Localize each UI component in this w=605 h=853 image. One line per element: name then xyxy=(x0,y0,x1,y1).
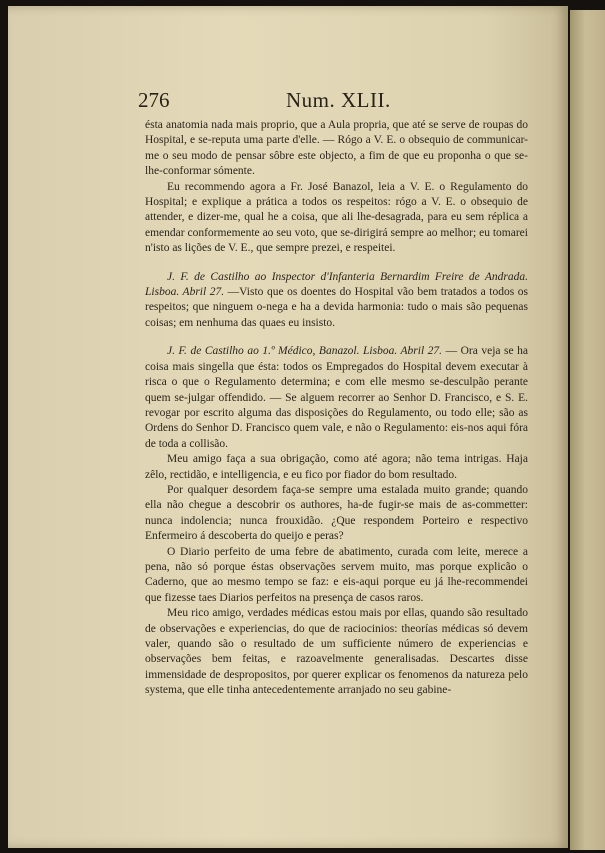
adjacent-page-edge xyxy=(570,10,605,850)
paragraph-1: ésta anatomia nada mais proprio, que a Aula propria, que até se serve de roupas do Hospital, e se-reputa uma parte d'elle. — Rógo a V. E. o obsequio de communicar-me o seu modo de pensar sôbre este objecto, a fim de que eu proponha o que se-lhe-conformar sómente. xyxy=(145,119,528,178)
letter-medico-heading: J. F. de Castilho ao 1.º Médico, Banazol. Lisboa. Abril 27. xyxy=(167,345,443,358)
paragraph-8: Meu rico amigo, verdades médicas estou mais por ellas, quando são resultado de observações e experiencias, do que de raciocinios: theorías médicas só devem valer, quando são o resultado de um sufficiente número de experiencias e observações bem feitas, e razoavelmente generalisadas. Descartes disse immensidade de despropositos, por querer explicar os fenomenos da natureza pelo systema, que elle tinha antecedentemente arranjado no seu gabine- xyxy=(145,607,528,697)
page-header xyxy=(138,88,538,112)
paragraph-7: O Diario perfeito de uma febre de abatimento, curada com leite, merece a pena, não só porque éstas observações servem muito, mas porque explicão o Caderno, que ao mesmo tempo se faz: e eis-aqui porque eu já lhe-recommendei que fizesse taes Diarios perfeitos na presença de casos raros. xyxy=(145,545,528,604)
letter-medico xyxy=(145,344,528,452)
letter-inspector-heading: J. F. de Castilho ao Inspector d'Infanteria Bernardim Freire de Andrada. Lisboa. Abril 27. xyxy=(145,270,528,299)
letter-inspector xyxy=(145,270,528,332)
page-text xyxy=(145,118,528,699)
paragraph-2: Eu recommendo agora a Fr. José Banazol, leia a V. E. o Regulamento do Hospital; e explique a prática a todos os respeitos: rógo a V. E. o obsequio de attender, e dizer-me, qual he a coisa, que ali lhe-desagrada, para eu sem réplica a emendar conformemente ao seu voto, que se-dirigirá sempre ao melhor; eu tomarei n'isto as lições de V. E., que sempre prezei, e respeitei. xyxy=(145,180,528,255)
page-number: 276 xyxy=(138,88,170,112)
paragraph-5: Meu amigo faça a sua obrigação, como até agora; não tema intrigas. Haja zêlo, rectidão, e intelligencia, e eu fico por fiador do bom resultado. xyxy=(145,453,528,481)
running-title: Num. XLII. xyxy=(286,88,391,112)
letter-inspector-body: —Visto que os doentes do Hospital vão bem tratados a todos os respeitos; que ninguem o-nega e ha a devida harmonia: tudo o mais são pequenas coisas; em nenhuma das quaes eu insisto. xyxy=(145,286,529,329)
paragraph-6: Por qualquer desordem faça-se sempre uma estalada muito grande; quando ella não chegue a descobrir os authores, ha-de fugir-se mais de as-commetter: nunca indolencia; nunca frouxidão. ¿Que respondem Porteiro e respectivo Enfermeiro á descoberta do queijo e peras? xyxy=(145,483,528,543)
letter-medico-body: — Ora veja se ha coisa mais singella que ésta: todos os Empregados do Hospital devem executar à risca o que o Regulamento determina; e com elle mesmo se-desculpão perante quem se-julgar offendido. — Se alguem recorrer ao Senhor D. Francisco, e S. E. revogar por escrito alguma das disposições do Regulamento, ou todo elle; são as Ordens do Senhor D. Francisco quem vale, e não o Regulamento: eis-nos aqui fóra de toda a collisão. xyxy=(145,345,528,450)
